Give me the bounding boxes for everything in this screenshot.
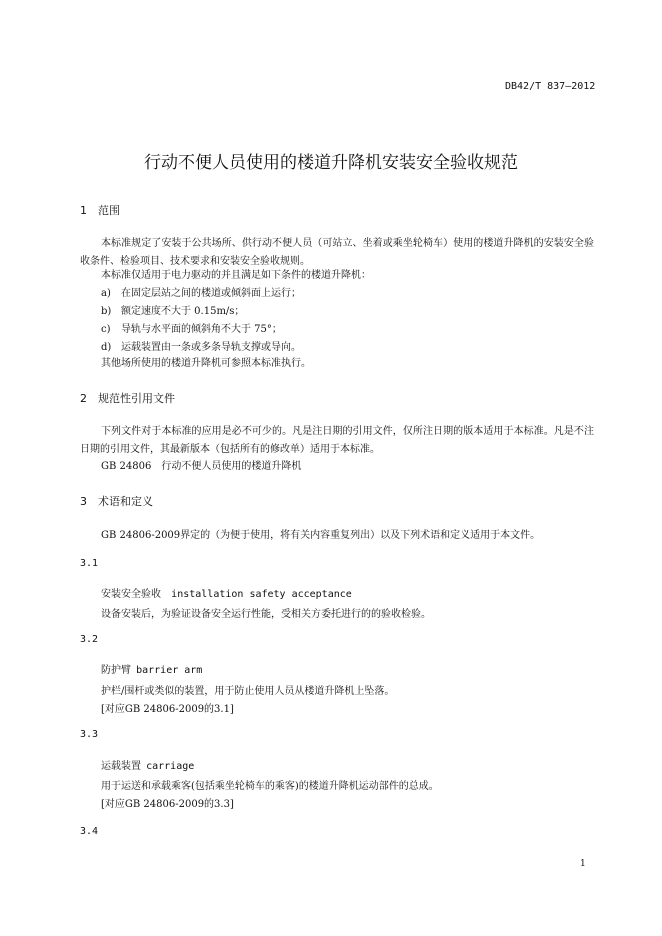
term-english: barrier arm: [136, 665, 203, 676]
section-title: 术语和定义: [98, 495, 153, 508]
term-chinese: 安装安全验收: [101, 589, 161, 600]
section-3-paragraph-1: GB 24806-2009界定的（为便于使用，将有关内容重复列出）以及下列术语和定义适用于本文件。: [101, 530, 541, 541]
section-2-paragraph-1: 下列文件对于本标准的应用是必不可少的。凡是注日期的引用文件，仅所注日期的版本适用于本标准。凡是不注日期的引用文件，其最新版本（包括所有的修改单）适用于本标准。: [80, 426, 594, 455]
term-heading: [101, 754, 194, 773]
term-source-reference: [对应GB 24806-2009的3.1]: [101, 704, 234, 715]
section-1-paragraph-3: 其他场所使用的楼道升降机可参照本标准执行。: [101, 358, 311, 369]
list-item: d) 运载装置由一条或多条导轨支撑或导向。: [101, 342, 301, 353]
page-number: 1: [580, 859, 586, 869]
section-title: 范围: [98, 204, 120, 217]
term-number: 3.3: [80, 729, 99, 740]
term-heading: [101, 582, 352, 601]
term-heading: [101, 658, 202, 677]
term-number: 3.1: [80, 558, 99, 569]
term-english: installation safety acceptance: [171, 589, 352, 600]
section-1-heading: [80, 202, 120, 218]
list-item: b) 额定速度不大于 0.15m/s；: [101, 306, 245, 317]
term-chinese: 防护臂: [101, 665, 131, 676]
section-number: 2: [80, 392, 87, 405]
section-1-paragraph-2: 本标准仅适用于电力驱动的并且满足如下条件的楼道升降机：: [101, 270, 371, 281]
document-title: 行动不便人员使用的楼道升降机安装安全验收规范: [144, 153, 518, 173]
term-source-reference: [对应GB 24806-2009的3.3]: [101, 799, 234, 810]
section-3-heading: [80, 493, 153, 509]
section-number: 1: [80, 204, 87, 217]
list-item: a) 在固定层站之间的楼道或倾斜面上运行；: [101, 288, 301, 299]
term-definition: 用于运送和承载乘客(包括乘坐轮椅车的乘客)的楼道升降机运动部件的总成。: [101, 781, 439, 792]
section-2-heading: [80, 390, 175, 406]
term-number: 3.2: [80, 634, 99, 645]
condition-list: [101, 285, 301, 357]
normative-reference: GB 24806 行动不便人员使用的楼道升降机: [101, 461, 302, 472]
section-number: 3: [80, 495, 87, 508]
term-chinese: 运载装置: [101, 761, 141, 772]
section-title: 规范性引用文件: [98, 392, 175, 405]
term-definition: 设备安装后，为验证设备安全运行性能，受相关方委托进行的的验收检验。: [101, 609, 431, 620]
standard-number: DB42/T 837—2012: [505, 81, 596, 92]
term-english: carriage: [146, 761, 195, 772]
term-number: 3.4: [80, 826, 99, 837]
list-item: c) 导轨与水平面的倾斜角不大于 75°；: [101, 324, 282, 335]
term-definition: 护栏/围杆或类似的装置，用于防止使用人员从楼道升降机上坠落。: [101, 686, 395, 697]
section-1-paragraph-1: 本标准规定了安装于公共场所、供行动不便人员（可站立、坐着或乘坐轮椅车）使用的楼道升降机的安装安全验收条件、检验项目、技术要求和安装安全验收规则。: [80, 238, 594, 267]
